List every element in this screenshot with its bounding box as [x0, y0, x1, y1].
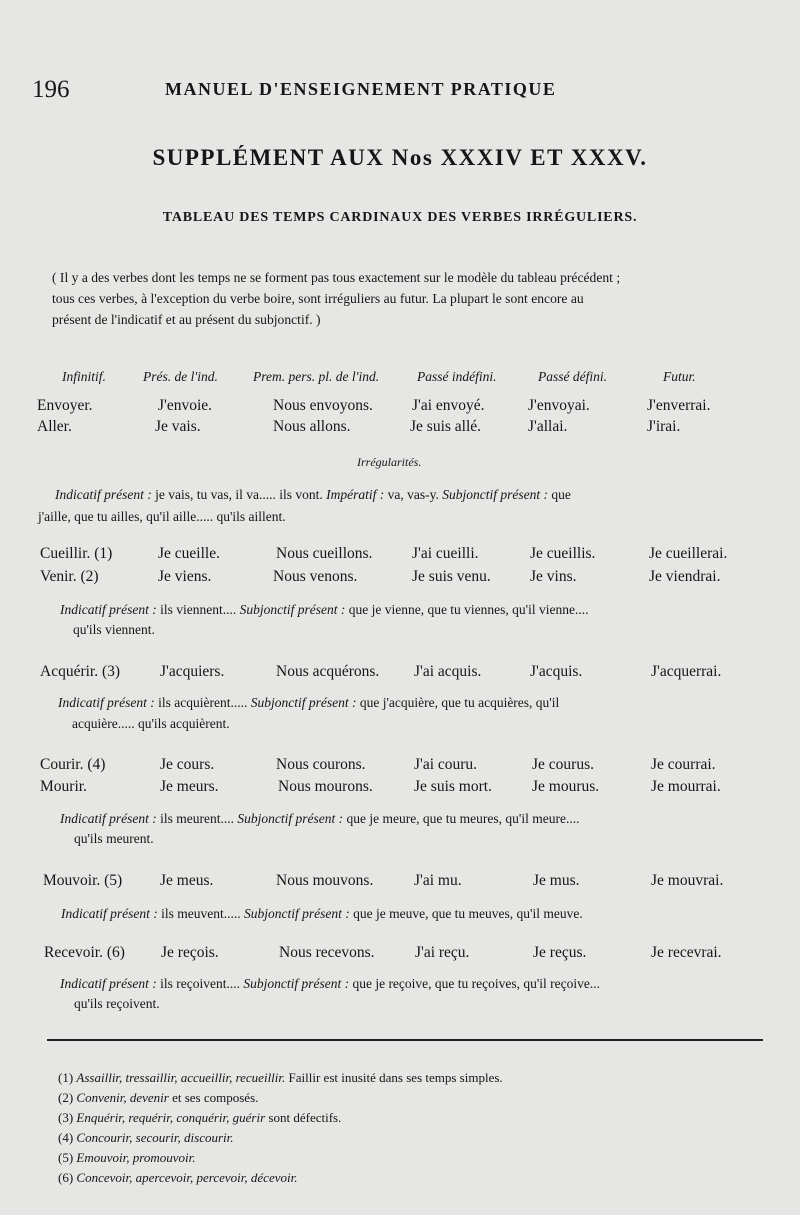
note-label: Indicatif présent : — [61, 906, 158, 921]
note-text: que je meure, que tu meures, qu'il meure.... — [346, 811, 580, 826]
footnote — [58, 1130, 234, 1146]
irregularity-note — [60, 811, 579, 827]
infinitive-cell: Acquérir. (3) — [40, 663, 121, 680]
note-label: Indicatif présent : — [55, 487, 152, 502]
footnote-number: (3) — [58, 1110, 74, 1125]
irregularity-note — [55, 487, 571, 503]
footnote-number: (1) — [58, 1070, 74, 1085]
plural-cell: Nous mouvons. — [276, 872, 374, 889]
infinitive-cell: Venir. (2) — [40, 568, 99, 585]
passe-defini-cell: Je vins. — [530, 568, 577, 585]
note-text: ils meurent.... — [160, 811, 234, 826]
note-text: que — [551, 487, 571, 502]
plural-cell: Nous recevons. — [279, 944, 375, 961]
futur-cell: Je recevrai. — [651, 944, 722, 961]
column-header: Prem. pers. pl. de l'ind. — [253, 369, 380, 384]
passe-defini-cell: Je reçus. — [533, 944, 587, 961]
intro-paragraph — [52, 267, 764, 330]
present-cell: Je meurs. — [160, 778, 219, 795]
irregularity-note — [60, 602, 588, 618]
footnote-number: (6) — [58, 1170, 74, 1185]
futur-cell: J'irai. — [647, 418, 681, 435]
futur-cell: Je cueillerai. — [649, 545, 728, 562]
irregularity-note — [61, 906, 583, 922]
footnote — [58, 1150, 195, 1166]
footnote-divider — [47, 1039, 763, 1041]
infinitive-cell: Cueillir. (1) — [40, 545, 113, 562]
footnote-italic: Concevoir, apercevoir, percevoir, décevoir. — [76, 1170, 298, 1185]
passe-indefini-cell: J'ai cueilli. — [412, 545, 479, 562]
footnote-italic: Emouvoir, promouvoir. — [76, 1150, 196, 1165]
column-header: Prés. de l'ind. — [143, 369, 218, 384]
infinitive-cell: Recevoir. (6) — [44, 944, 125, 961]
page-title: SUPPLÉMENT AUX Nos XXXIV ET XXXV. — [152, 145, 648, 170]
futur-cell: J'enverrai. — [647, 397, 711, 414]
plural-cell: Nous cueillons. — [276, 545, 373, 562]
column-header: Passé indéfini. — [417, 369, 497, 384]
footnote-text: Faillir est inusité dans ses temps simples. — [285, 1070, 503, 1085]
passe-defini-cell: Je mourus. — [532, 778, 600, 795]
passe-indefini-cell: J'ai mu. — [414, 872, 462, 889]
intro-line: présent de l'indicatif et au présent du subjonctif. ) — [52, 312, 321, 327]
passe-defini-cell: Je courus. — [532, 756, 594, 773]
passe-indefini-cell: J'ai acquis. — [414, 663, 482, 680]
infinitive-cell: Aller. — [37, 418, 72, 435]
footnote-italic: Enquérir, requérir, conquérir, guérir — [76, 1110, 266, 1125]
passe-indefini-cell: J'ai reçu. — [415, 944, 470, 961]
plural-cell: Nous acquérons. — [276, 663, 380, 680]
note-text: que je reçoive, que tu reçoives, qu'il reçoive... — [352, 976, 601, 991]
irregularity-note — [60, 976, 600, 992]
footnote-number: (5) — [58, 1150, 74, 1165]
note-label: Subjonctif présent : — [250, 695, 357, 710]
footnote — [58, 1090, 258, 1106]
running-head: MANUEL D'ENSEIGNEMENT PRATIQUE — [165, 79, 557, 99]
infinitive-cell: Mourir. — [40, 778, 87, 795]
footnote — [58, 1110, 341, 1126]
footnote-number: (2) — [58, 1090, 74, 1105]
note-label: Indicatif présent : — [60, 602, 157, 617]
plural-cell: Nous venons. — [273, 568, 358, 585]
futur-cell: Je courrai. — [651, 756, 716, 773]
present-cell: J'acquiers. — [160, 663, 225, 680]
page-number: 196 — [32, 76, 70, 103]
note-text: ils acquièrent..... — [158, 695, 248, 710]
present-cell: Je meus. — [160, 872, 214, 889]
column-header: Passé défini. — [538, 369, 607, 384]
note-label: Impératif : — [326, 487, 385, 502]
footnote-text: et ses composés. — [168, 1090, 259, 1105]
irregularity-note-line2: j'aille, que tu ailles, qu'il aille..... qu'ils aillent. — [38, 509, 286, 524]
passe-defini-cell: J'allai. — [528, 418, 568, 435]
present-cell: Je reçois. — [161, 944, 219, 961]
passe-indefini-cell: Je suis allé. — [410, 418, 482, 435]
passe-defini-cell: J'acquis. — [530, 663, 583, 680]
passe-indefini-cell: J'ai couru. — [414, 756, 478, 773]
infinitive-cell: Mouvoir. (5) — [43, 872, 123, 889]
plural-cell: Nous envoyons. — [273, 397, 373, 414]
note-text: ils meuvent..... — [161, 906, 241, 921]
present-cell: J'envoie. — [158, 397, 213, 414]
note-text: va, vas-y. — [387, 487, 439, 502]
plural-cell: Nous mourons. — [278, 778, 373, 795]
passe-defini-cell: Je cueillis. — [530, 545, 596, 562]
infinitive-cell: Courir. (4) — [40, 756, 106, 773]
note-text: ils reçoivent.... — [160, 976, 240, 991]
note-text: ils viennent.... — [160, 602, 237, 617]
footnote-number: (4) — [58, 1130, 74, 1145]
infinitive-cell: Envoyer. — [37, 397, 93, 414]
footnote — [58, 1170, 297, 1186]
passe-defini-cell: Je mus. — [533, 872, 580, 889]
note-label: Subjonctif présent : — [237, 811, 344, 826]
column-header: Futur. — [663, 369, 696, 384]
passe-indefini-cell: Je suis mort. — [414, 778, 492, 795]
column-header: Infinitif. — [62, 369, 106, 384]
futur-cell: Je mourrai. — [651, 778, 721, 795]
note-label: Subjonctif présent : — [442, 487, 548, 502]
note-text: que j'acquière, que tu acquières, qu'il — [359, 695, 560, 710]
footnote-text: sont défectifs. — [265, 1110, 342, 1125]
note-text: que je vienne, que tu viennes, qu'il vienne.... — [348, 602, 589, 617]
irregularity-note-line2: acquière..... qu'ils acquièrent. — [72, 716, 230, 731]
futur-cell: Je viendrai. — [649, 568, 721, 585]
table-title: TABLEAU DES TEMPS CARDINAUX DES VERBES IRRÉGULIERS. — [162, 210, 638, 225]
futur-cell: J'acquerrai. — [651, 663, 722, 680]
present-cell: Je cours. — [160, 756, 215, 773]
footnote-italic: Concourir, secourir, discourir. — [76, 1130, 234, 1145]
note-label: Subjonctif présent : — [239, 602, 346, 617]
note-label: Subjonctif présent : — [243, 906, 350, 921]
futur-cell: Je mouvrai. — [651, 872, 724, 889]
present-cell: Je vais. — [155, 418, 201, 435]
plural-cell: Nous allons. — [273, 418, 351, 435]
note-label: Indicatif présent : — [60, 976, 157, 991]
intro-line: tous ces verbes, à l'exception du verbe boire, sont irréguliers au futur. La plupart le sont encore au — [52, 291, 584, 306]
footnote-italic: Assaillir, tressaillir, accueillir, recueillir. — [76, 1070, 286, 1085]
footnote-italic: Convenir, devenir — [76, 1090, 169, 1105]
note-text: je vais, tu vas, il va..... ils vont. — [155, 487, 323, 502]
irregularity-note-line2: qu'ils meurent. — [74, 831, 154, 846]
irregularites-heading: Irrégularités. — [357, 455, 422, 469]
irregularity-note-line2: qu'ils viennent. — [73, 622, 155, 637]
note-text: que je meuve, que tu meuves, qu'il meuve. — [353, 906, 583, 921]
passe-defini-cell: J'envoyai. — [528, 397, 590, 414]
plural-cell: Nous courons. — [276, 756, 366, 773]
passe-indefini-cell: J'ai envoyé. — [412, 397, 485, 414]
present-cell: Je cueille. — [158, 545, 220, 562]
note-label: Subjonctif présent : — [243, 976, 350, 991]
note-label: Indicatif présent : — [60, 811, 157, 826]
note-label: Indicatif présent : — [58, 695, 155, 710]
passe-indefini-cell: Je suis venu. — [412, 568, 491, 585]
intro-line: ( Il y a des verbes dont les temps ne se forment pas tous exactement sur le modèle du tableau précédent ; — [52, 270, 621, 285]
present-cell: Je viens. — [158, 568, 212, 585]
irregularity-note — [58, 695, 559, 711]
irregularity-note-line2: qu'ils reçoivent. — [74, 996, 160, 1011]
footnote — [58, 1070, 503, 1086]
